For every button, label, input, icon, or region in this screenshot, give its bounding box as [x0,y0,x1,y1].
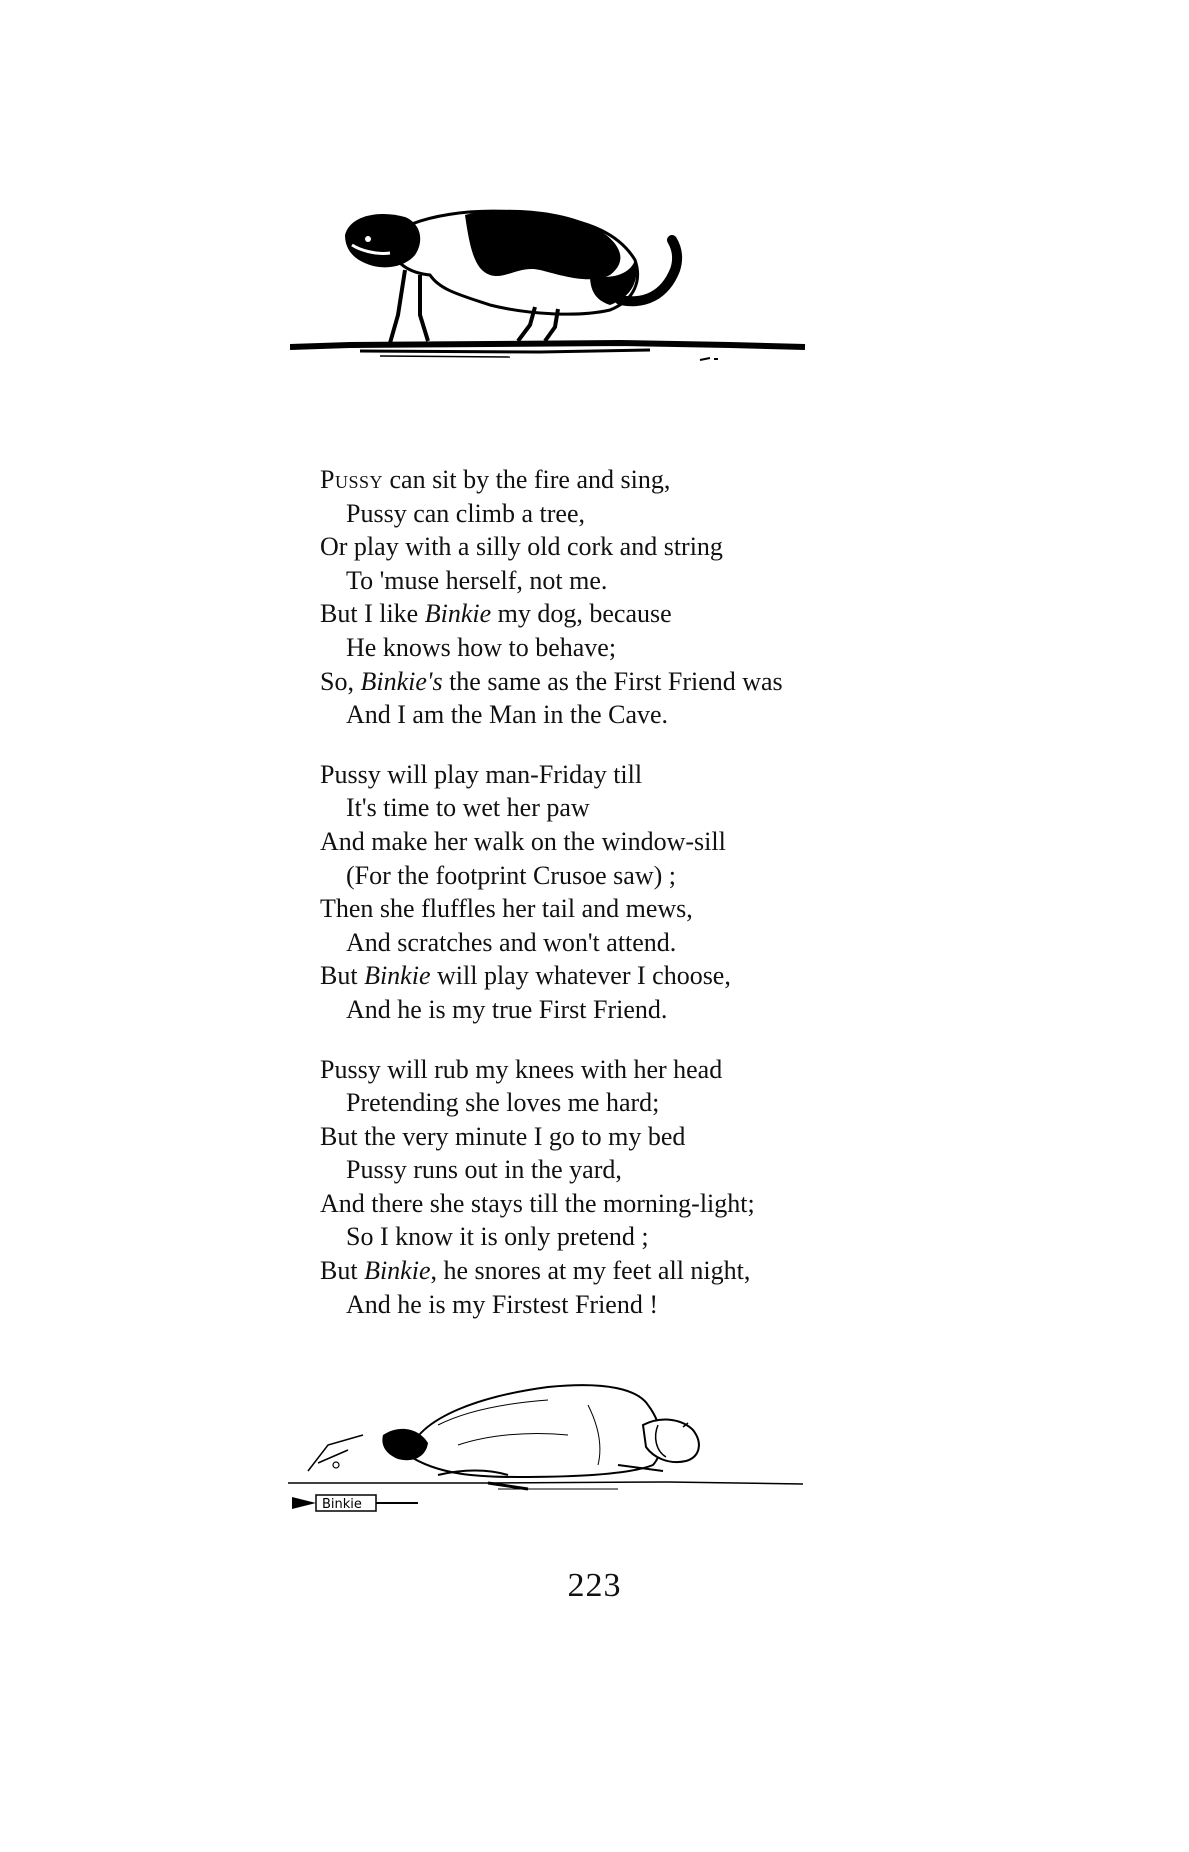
line-text: can sit by the fire and sing, [382,465,671,494]
line-text: my dog, because [491,599,672,629]
poem-line: To 'muse herself, not me. [346,565,608,595]
italic-name: Binkie [364,1256,431,1286]
line-text: , he snores at my feet all night, [430,1256,751,1286]
name-plate-label: Binkie [322,1497,362,1512]
poem-line: And he is my Firstest Friend ! [346,1289,658,1319]
poem-line: (For the footprint Crusoe saw) ; [346,860,677,890]
poem-line: So I know it is only pretend ; [346,1222,649,1252]
poem-line: And make her walk on the window-sill [320,826,726,856]
poem-line: It's time to wet her paw [346,793,590,823]
poem-line [320,463,920,497]
poem-line: He knows how to behave; [346,632,617,662]
poem-line [320,959,920,993]
stanza-2 [320,758,920,1027]
stanza-3 [320,1053,920,1322]
line-text: will play whatever I choose, [430,961,731,991]
poem-line: But the very minute I go to my bed [320,1121,686,1151]
line-text: But [320,961,365,991]
line-text: But I like [320,599,425,629]
poem-line: Pretending she loves me hard; [346,1088,660,1118]
italic-name: Binkie [424,599,492,629]
line-text: the same as the First Friend was [442,666,783,696]
poem-line [320,665,920,699]
cat-illustration-icon [290,195,810,395]
poem-line: And I am the Man in the Cave. [346,700,669,730]
poem-line: Pussy will play man-Friday till [320,759,643,789]
poem-line: And he is my true First Friend. [346,994,668,1024]
poem [320,463,920,1347]
poem-line [320,1254,920,1288]
sleeping-dog-illustration-icon [288,1365,808,1525]
italic-name: Binkie [364,961,431,991]
stanza-1 [320,463,920,732]
poem-line [320,597,920,631]
poem-line: Then she fluffles her tail and mews, [320,894,693,924]
line-text: But [320,1256,365,1286]
poem-line: And there she stays till the morning-light; [320,1188,755,1218]
poem-line: And scratches and won't attend. [346,927,677,957]
line-text: So, [320,666,361,696]
poem-line: Pussy runs out in the yard, [346,1155,622,1185]
drop-word: Pussy [320,465,383,494]
italic-name: Binkie's [360,666,443,696]
poem-line: Pussy will rub my knees with her head [320,1054,723,1084]
page-number: 223 [567,1567,622,1604]
poem-line: Pussy can climb a tree, [346,498,585,528]
poem-line: Or play with a silly old cork and string [320,532,723,562]
